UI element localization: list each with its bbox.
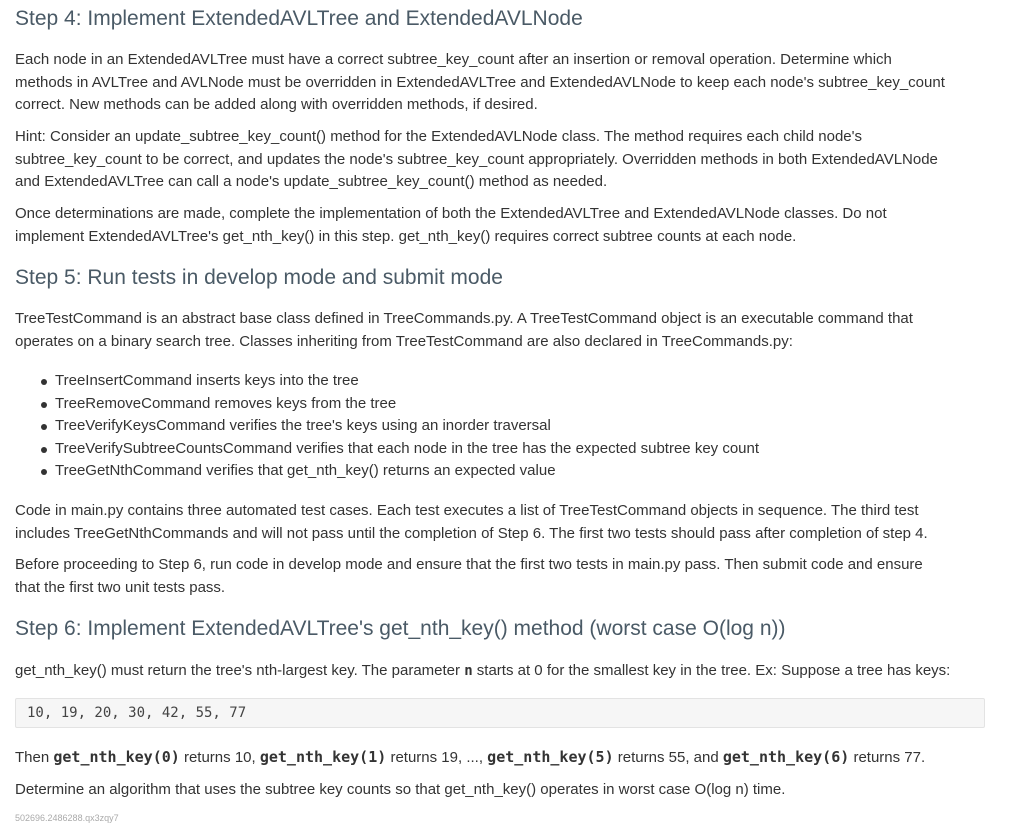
step5-heading: Step 5: Run tests in develop mode and submit mode [15,266,503,289]
step5-paragraph-2 [15,500,928,545]
step4-p3-line1: Once determinations are made, complete the implementation of both the ExtendedAVLTree and ExtendedAVLNode classes. Do not [15,205,887,222]
step4-p2-line2: subtree_key_count to be correct, and updates the node's subtree_key_count appropriately. Overridden methods in both ExtendedAVLNode [15,150,938,168]
code-get-nth-key-5: get_nth_key(5) [487,748,614,766]
step5-p3-line2: that the first two unit tests pass. [15,578,226,596]
step4-paragraph-1 [15,49,945,117]
step4-p2-line1: Hint: Consider an update_subtree_key_count() method for the ExtendedAVLNode class. The method requires each child node's [15,128,862,145]
step5-paragraph-1 [15,308,913,353]
code-get-nth-key-1: get_nth_key(1) [259,748,387,766]
step6-examples [15,746,925,770]
step4-p1-line1: Each node in an ExtendedAVLTree must have a correct subtree_key_count after an insertion or removal operation. Determine which [15,51,892,68]
step6-intro [15,660,950,683]
then-text: Then [15,749,54,766]
list-item: TreeRemoveCommand removes keys from the tree [15,393,985,416]
list-item: TreeInsertCommand inserts keys into the tree [15,370,985,393]
list-item: TreeVerifyKeysCommand verifies the tree's keys using an inorder traversal [15,415,985,438]
step6-heading: Step 6: Implement ExtendedAVLTree's get_nth_key() method (worst case O(log n)) [15,617,786,640]
code-get-nth-key-6: get_nth_key(6) [722,748,850,766]
param-n: n [464,663,473,679]
step6-final-paragraph: Determine an algorithm that uses the subtree key counts so that get_nth_key() operates in worst case O(log n) time. [15,781,786,798]
step5-p3-line1: Before proceeding to Step 6, run code in develop mode and ensure that the first two tests in main.py pass. Then submit code and ensure [15,556,923,573]
step4-p3-line2: implement ExtendedAVLTree's get_nth_key() in this step. get_nth_key() requires correct subtree counts at each node. [15,227,797,245]
step5-p1-line2: operates on a binary search tree. Classes inheriting from TreeTestCommand are also declared in TreeCommands.py: [15,332,793,350]
step4-heading: Step 4: Implement ExtendedAVLTree and ExtendedAVLNode [15,7,583,30]
returns-text-1: returns 19, ..., [386,749,488,766]
step4-paragraph-3 [15,203,887,248]
step4-p1-line3: correct. New methods can be added along with overridden methods, if desired. [15,96,538,113]
step4-p1-line2: methods in AVLTree and AVLNode must be overridden in ExtendedAVLTree and ExtendedAVLNode to keep each node's subtree_key_count [15,73,945,91]
step5-p1-line1: TreeTestCommand is an abstract base class defined in TreeCommands.py. A TreeTestCommand object is an executable command that [15,310,913,327]
list-item: TreeVerifySubtreeCountsCommand verifies that each node in the tree has the expected subtree key count [15,438,985,461]
step6-intro-b: starts at 0 for the smallest key in the tree. Ex: Suppose a tree has keys: [472,662,951,679]
keys-code-block: 10, 19, 20, 30, 42, 55, 77 [15,698,985,728]
content-id-footer: 502696.2486288.qx3zqy7 [15,813,119,823]
step5-p2-line2: includes TreeGetNthCommands and will not pass until the completion of Step 6. The first two tests should pass after completion of step 4. [15,524,928,542]
returns-text-0: returns 10, [179,749,260,766]
command-class-list [15,370,985,483]
step6-intro-a: get_nth_key() must return the tree's nth-largest key. The parameter [15,662,465,679]
list-item: TreeGetNthCommand verifies that get_nth_key() returns an expected value [15,460,985,483]
returns-text-6: returns 77. [849,749,926,766]
step4-p2-line3: and ExtendedAVLTree can call a node's update_subtree_key_count() method as needed. [15,173,608,190]
step4-hint-paragraph [15,126,938,194]
step5-p2-line1: Code in main.py contains three automated test cases. Each test executes a list of TreeTestCommand objects in sequence. The third test [15,502,919,519]
code-get-nth-key-0: get_nth_key(0) [53,748,180,766]
returns-text-5: returns 55, and [613,749,723,766]
step5-paragraph-3 [15,554,923,599]
